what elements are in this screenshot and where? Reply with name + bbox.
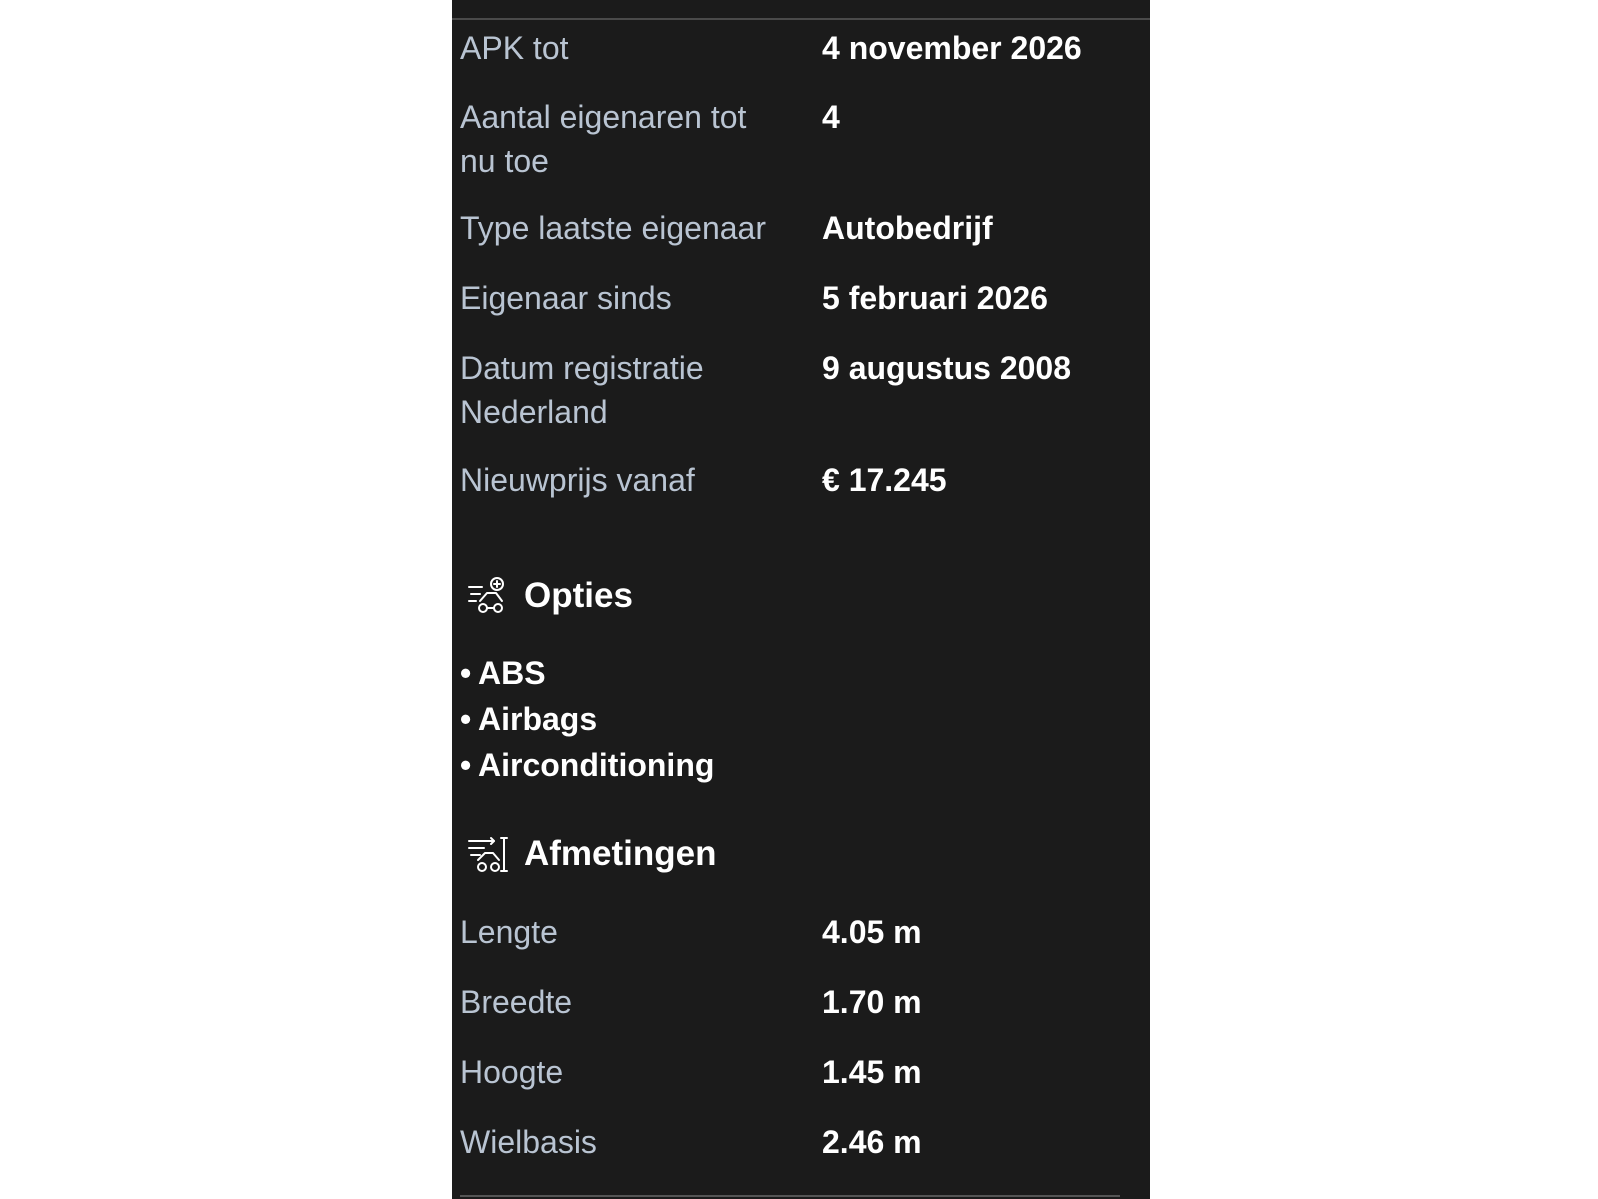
list-item: • ABS xyxy=(460,655,546,691)
top-divider xyxy=(452,18,1150,20)
list-item: • Airconditioning xyxy=(460,747,715,783)
options-car-icon xyxy=(466,575,508,617)
detail-label: APK tot xyxy=(460,30,569,66)
option-label: ABS xyxy=(478,655,546,691)
vehicle-detail-panel xyxy=(452,0,1150,1199)
list-item: • Airbags xyxy=(460,701,598,737)
dimension-label: Breedte xyxy=(460,984,573,1020)
bottom-divider xyxy=(460,1195,1120,1197)
section-title-options: Opties xyxy=(524,576,633,615)
dimension-label: Hoogte xyxy=(460,1054,564,1090)
options-list xyxy=(460,650,1060,788)
detail-value: 9 augustus 2008 xyxy=(822,350,1071,386)
detail-label: Nieuwprijs vanaf xyxy=(460,462,695,498)
detail-value: € 17.245 xyxy=(822,462,947,498)
section-title-dimensions: Afmetingen xyxy=(524,834,717,873)
detail-value: Autobedrijf xyxy=(822,210,993,246)
detail-value: 5 februari 2026 xyxy=(822,280,1048,316)
dimension-label: Wielbasis xyxy=(460,1124,597,1160)
dimensions-car-icon xyxy=(466,833,508,875)
dimension-value: 1.70 m xyxy=(822,984,922,1020)
dimension-value: 1.45 m xyxy=(822,1054,922,1090)
dimension-label: Lengte xyxy=(460,914,558,950)
detail-value: 4 xyxy=(822,99,840,135)
option-label: Airbags xyxy=(478,701,598,737)
option-label: Airconditioning xyxy=(478,747,715,783)
detail-label: Eigenaar sinds xyxy=(460,280,672,316)
detail-label: Datum registratie Nederland xyxy=(460,350,704,430)
detail-value: 4 november 2026 xyxy=(822,30,1082,66)
dimension-value: 4.05 m xyxy=(822,914,922,950)
detail-label: Aantal eigenaren tot nu toe xyxy=(460,99,747,179)
dimension-value: 2.46 m xyxy=(822,1124,922,1160)
detail-label: Type laatste eigenaar xyxy=(460,210,766,246)
